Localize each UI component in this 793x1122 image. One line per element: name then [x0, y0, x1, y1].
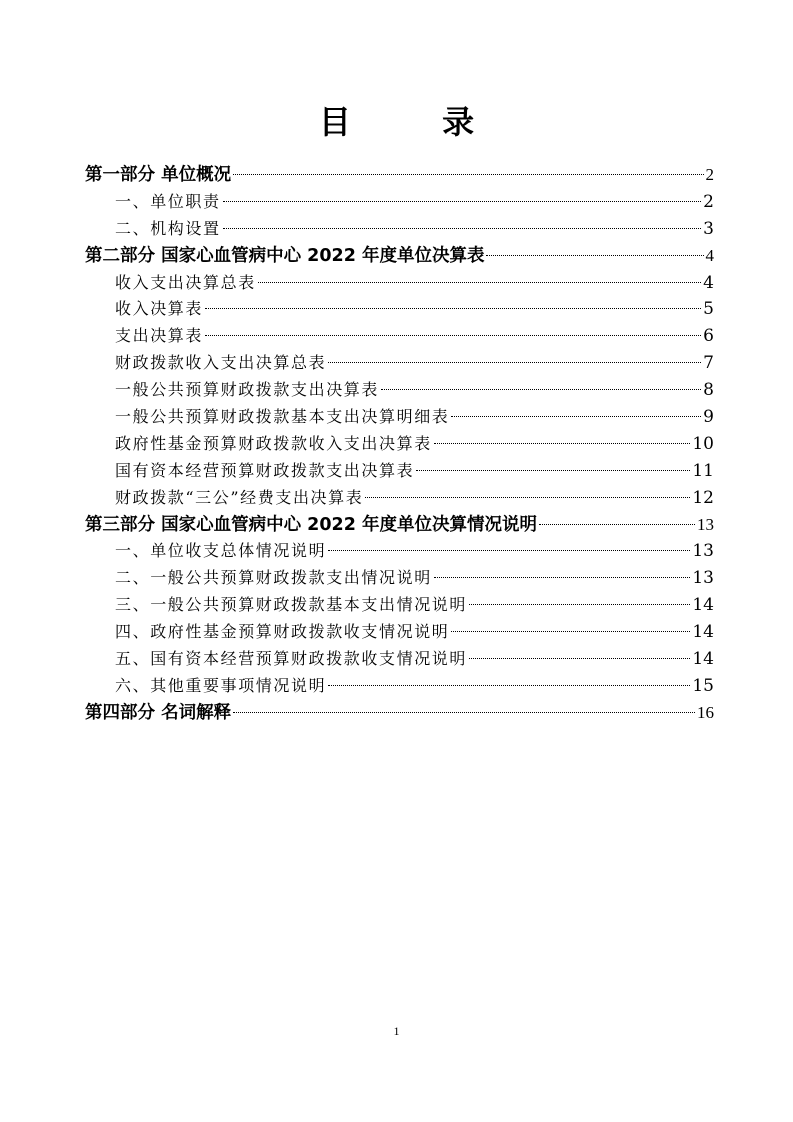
toc-section-entry[interactable]	[85, 646, 714, 673]
toc-entry-page: 4	[705, 245, 714, 265]
toc-section-entry[interactable]	[85, 404, 714, 431]
toc-section-entry[interactable]	[85, 565, 714, 592]
dot-leader	[451, 631, 690, 632]
toc-entry-label: 第二部分 国家心血管病中心 2022 年度单位决算表	[85, 245, 485, 266]
toc-entry-label: 财政拨款“三公”经费支出决算表	[115, 487, 364, 507]
dot-leader	[416, 470, 690, 471]
toc-entry-page: 5	[703, 299, 714, 320]
dot-leader	[233, 174, 703, 175]
toc-entry-label: 六、其他重要事项情况说明	[115, 675, 327, 695]
toc-entry-page: 13	[697, 514, 714, 534]
toc-part-entry[interactable]	[85, 512, 714, 539]
toc-entry-page: 8	[703, 380, 714, 401]
toc-entry-label: 一般公共预算财政拨款支出决算表	[115, 380, 380, 400]
toc-entry-label: 五、国有资本经营预算财政拨款收支情况说明	[115, 649, 468, 669]
toc-entry-label: 政府性基金预算财政拨款收入支出决算表	[115, 433, 432, 453]
toc-entry-label: 三、一般公共预算财政拨款基本支出情况说明	[115, 595, 468, 615]
toc-entry-label: 第一部分 单位概况	[85, 165, 232, 185]
toc-section-entry[interactable]	[85, 323, 714, 350]
dot-leader	[328, 685, 690, 686]
toc-entry-label: 财政拨款收入支出决算总表	[115, 353, 327, 373]
toc-entry-page: 3	[703, 218, 714, 239]
toc-entry-page: 2	[705, 165, 714, 184]
toc-entry-label: 国有资本经营预算财政拨款支出决算表	[115, 460, 415, 480]
toc-entry-page: 11	[692, 460, 714, 481]
toc-entry-label: 一、单位收支总体情况说明	[115, 541, 327, 561]
toc-part-entry[interactable]	[85, 243, 714, 270]
toc-section-entry[interactable]	[85, 458, 714, 485]
toc-entry-page: 16	[697, 702, 714, 722]
dot-leader	[539, 524, 695, 525]
dot-leader	[365, 497, 690, 498]
dot-leader	[328, 550, 690, 551]
toc-part-entry[interactable]	[85, 700, 714, 727]
toc-entry-page: 2	[703, 191, 714, 212]
dot-leader	[434, 443, 691, 444]
toc-section-entry[interactable]	[85, 431, 714, 458]
dot-leader	[223, 228, 702, 229]
toc-entry-label: 一般公共预算财政拨款基本支出决算明细表	[115, 407, 450, 427]
toc-entry-label: 二、机构设置	[115, 218, 221, 238]
toc-section-entry[interactable]	[85, 673, 714, 700]
toc-section-entry[interactable]	[85, 377, 714, 404]
toc-entry-label: 一、单位职责	[115, 191, 221, 211]
toc-entry-page: 14	[692, 622, 714, 643]
toc-section-entry[interactable]	[85, 538, 714, 565]
dot-leader	[328, 362, 701, 363]
toc-section-entry[interactable]	[85, 216, 714, 243]
table-of-contents	[85, 162, 714, 727]
toc-entry-page: 15	[692, 675, 714, 696]
toc-section-entry[interactable]	[85, 350, 714, 377]
dot-leader	[258, 282, 701, 283]
toc-section-entry[interactable]	[85, 485, 714, 512]
toc-entry-page: 4	[703, 272, 714, 293]
dot-leader	[434, 577, 691, 578]
page-title: 目 录	[318, 103, 515, 141]
toc-section-entry[interactable]	[85, 189, 714, 216]
dot-leader	[451, 416, 701, 417]
toc-section-entry[interactable]	[85, 296, 714, 323]
toc-entry-page: 14	[692, 649, 714, 670]
toc-entry-page: 13	[692, 541, 714, 562]
toc-entry-page: 9	[703, 407, 714, 428]
dot-leader	[469, 658, 690, 659]
toc-entry-label: 收入支出决算总表	[115, 272, 256, 292]
toc-entry-label: 第三部分 国家心血管病中心 2022 年度单位决算情况说明	[85, 514, 537, 535]
toc-entry-page: 13	[692, 568, 714, 589]
toc-entry-page: 6	[703, 326, 714, 347]
page-number: 1	[393, 1024, 400, 1038]
dot-leader	[205, 308, 701, 309]
toc-entry-label: 收入决算表	[115, 299, 204, 319]
toc-entry-label: 支出决算表	[115, 326, 204, 346]
toc-section-entry[interactable]	[85, 619, 714, 646]
toc-section-entry[interactable]	[85, 270, 714, 297]
dot-leader	[223, 201, 702, 202]
toc-entry-page: 10	[692, 433, 714, 454]
dot-leader	[233, 712, 695, 713]
dot-leader	[205, 335, 701, 336]
toc-entry-page: 12	[692, 487, 714, 508]
toc-entry-page: 14	[692, 595, 714, 616]
toc-part-entry[interactable]	[85, 162, 714, 189]
toc-section-entry[interactable]	[85, 592, 714, 619]
toc-entry-label: 第四部分 名词解释	[85, 702, 232, 723]
toc-entry-page: 7	[703, 353, 714, 374]
dot-leader	[486, 255, 703, 256]
toc-entry-label: 四、政府性基金预算财政拨款收支情况说明	[115, 622, 450, 642]
dot-leader	[381, 389, 701, 390]
dot-leader	[469, 604, 690, 605]
toc-entry-label: 二、一般公共预算财政拨款支出情况说明	[115, 568, 432, 588]
